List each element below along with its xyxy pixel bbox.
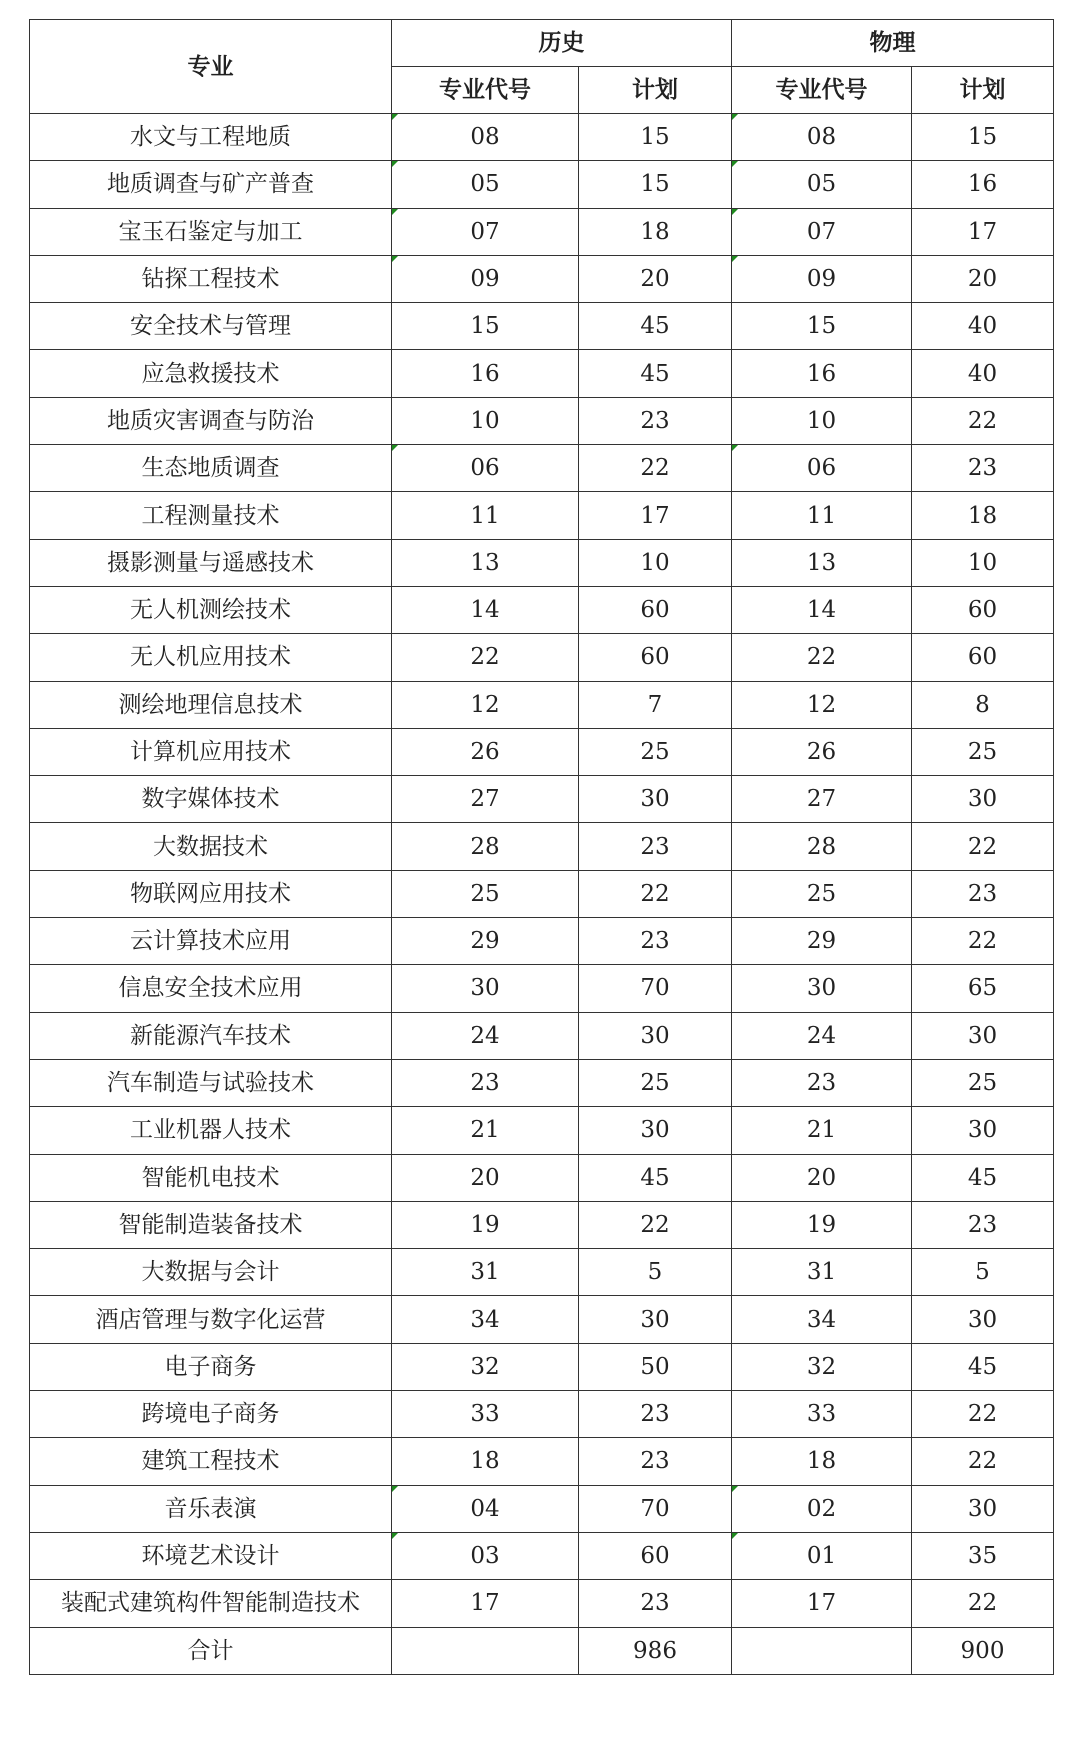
history-code-cell: 20 [392, 1154, 579, 1201]
table-row [30, 539, 1054, 586]
table-row [30, 350, 1054, 397]
major-cell: 智能机电技术 [30, 1154, 392, 1201]
history-code-cell: 34 [392, 1296, 579, 1343]
physics-code-cell: 22 [732, 634, 912, 681]
major-cell: 环境艺术设计 [30, 1532, 392, 1579]
history-plan-cell: 15 [579, 114, 732, 161]
history-plan-cell: 23 [579, 918, 732, 965]
history-plan-cell: 30 [579, 1107, 732, 1154]
history-code-cell: 30 [392, 965, 579, 1012]
physics-code-cell: 25 [732, 870, 912, 917]
table-row [30, 397, 1054, 444]
table-row [30, 1012, 1054, 1059]
total-row [30, 1627, 1054, 1674]
history-plan-cell: 25 [579, 728, 732, 775]
history-code-cell: 04 [392, 1485, 579, 1532]
physics-code-cell: 18 [732, 1438, 912, 1485]
major-cell: 新能源汽车技术 [30, 1012, 392, 1059]
physics-code-cell: 32 [732, 1343, 912, 1390]
major-cell: 测绘地理信息技术 [30, 681, 392, 728]
history-code-cell: 05 [392, 161, 579, 208]
physics-code-cell: 28 [732, 823, 912, 870]
table-row [30, 1201, 1054, 1248]
major-cell: 建筑工程技术 [30, 1438, 392, 1485]
major-cell: 应急救援技术 [30, 350, 392, 397]
total-history-code [392, 1627, 579, 1674]
physics-code-cell: 21 [732, 1107, 912, 1154]
total-history-plan: 986 [579, 1627, 732, 1674]
physics-plan-cell: 16 [912, 161, 1054, 208]
table-row [30, 1485, 1054, 1532]
history-plan-cell: 23 [579, 397, 732, 444]
physics-code-cell: 02 [732, 1485, 912, 1532]
history-plan-cell: 25 [579, 1059, 732, 1106]
history-code-cell: 23 [392, 1059, 579, 1106]
header-physics: 物理 [732, 20, 1054, 67]
physics-code-cell: 31 [732, 1249, 912, 1296]
major-cell: 地质调查与矿产普查 [30, 161, 392, 208]
history-code-cell: 17 [392, 1580, 579, 1627]
table-row [30, 681, 1054, 728]
physics-plan-cell: 35 [912, 1532, 1054, 1579]
history-plan-cell: 45 [579, 1154, 732, 1201]
physics-code-cell: 33 [732, 1391, 912, 1438]
history-code-cell: 27 [392, 776, 579, 823]
header-physics-code: 专业代号 [732, 67, 912, 114]
history-plan-cell: 17 [579, 492, 732, 539]
table-row [30, 1391, 1054, 1438]
physics-plan-cell: 22 [912, 397, 1054, 444]
physics-plan-cell: 23 [912, 445, 1054, 492]
history-plan-cell: 10 [579, 539, 732, 586]
physics-plan-cell: 65 [912, 965, 1054, 1012]
history-code-cell: 24 [392, 1012, 579, 1059]
major-cell: 宝玉石鉴定与加工 [30, 208, 392, 255]
history-code-cell: 19 [392, 1201, 579, 1248]
history-plan-cell: 5 [579, 1249, 732, 1296]
history-plan-cell: 23 [579, 1438, 732, 1485]
history-code-cell: 12 [392, 681, 579, 728]
enrollment-plan-table [29, 19, 1054, 1675]
history-code-cell: 10 [392, 397, 579, 444]
history-code-cell: 14 [392, 586, 579, 633]
physics-plan-cell: 60 [912, 586, 1054, 633]
physics-code-cell: 06 [732, 445, 912, 492]
history-code-cell: 33 [392, 1391, 579, 1438]
history-plan-cell: 22 [579, 870, 732, 917]
table-row [30, 1107, 1054, 1154]
history-plan-cell: 18 [579, 208, 732, 255]
header-physics-plan: 计划 [912, 67, 1054, 114]
table-row [30, 728, 1054, 775]
physics-plan-cell: 5 [912, 1249, 1054, 1296]
physics-code-cell: 16 [732, 350, 912, 397]
physics-plan-cell: 22 [912, 918, 1054, 965]
major-cell: 生态地质调查 [30, 445, 392, 492]
table-row [30, 492, 1054, 539]
history-code-cell: 25 [392, 870, 579, 917]
physics-plan-cell: 20 [912, 255, 1054, 302]
major-cell: 计算机应用技术 [30, 728, 392, 775]
table-row [30, 303, 1054, 350]
physics-code-cell: 19 [732, 1201, 912, 1248]
history-plan-cell: 70 [579, 965, 732, 1012]
header-major: 专业 [30, 20, 392, 114]
physics-plan-cell: 22 [912, 1580, 1054, 1627]
physics-code-cell: 15 [732, 303, 912, 350]
physics-code-cell: 17 [732, 1580, 912, 1627]
physics-code-cell: 08 [732, 114, 912, 161]
physics-plan-cell: 22 [912, 1391, 1054, 1438]
physics-plan-cell: 10 [912, 539, 1054, 586]
physics-plan-cell: 60 [912, 634, 1054, 681]
table-row [30, 161, 1054, 208]
physics-code-cell: 11 [732, 492, 912, 539]
table-row [30, 965, 1054, 1012]
history-code-cell: 09 [392, 255, 579, 302]
physics-plan-cell: 25 [912, 728, 1054, 775]
major-cell: 汽车制造与试验技术 [30, 1059, 392, 1106]
history-code-cell: 15 [392, 303, 579, 350]
history-plan-cell: 23 [579, 1391, 732, 1438]
physics-plan-cell: 30 [912, 1485, 1054, 1532]
table-body [30, 114, 1054, 1628]
major-cell: 工程测量技术 [30, 492, 392, 539]
history-code-cell: 03 [392, 1532, 579, 1579]
physics-plan-cell: 8 [912, 681, 1054, 728]
physics-code-cell: 01 [732, 1532, 912, 1579]
header-history-code: 专业代号 [392, 67, 579, 114]
history-plan-cell: 7 [579, 681, 732, 728]
physics-plan-cell: 45 [912, 1154, 1054, 1201]
table-row [30, 918, 1054, 965]
history-plan-cell: 23 [579, 1580, 732, 1627]
physics-code-cell: 10 [732, 397, 912, 444]
history-plan-cell: 60 [579, 1532, 732, 1579]
major-cell: 物联网应用技术 [30, 870, 392, 917]
table-row [30, 870, 1054, 917]
major-cell: 无人机应用技术 [30, 634, 392, 681]
major-cell: 跨境电子商务 [30, 1391, 392, 1438]
history-plan-cell: 23 [579, 823, 732, 870]
history-code-cell: 31 [392, 1249, 579, 1296]
physics-code-cell: 05 [732, 161, 912, 208]
major-cell: 安全技术与管理 [30, 303, 392, 350]
total-physics-code [732, 1627, 912, 1674]
physics-plan-cell: 30 [912, 1296, 1054, 1343]
physics-plan-cell: 40 [912, 303, 1054, 350]
major-cell: 水文与工程地质 [30, 114, 392, 161]
total-physics-plan: 900 [912, 1627, 1054, 1674]
physics-code-cell: 29 [732, 918, 912, 965]
major-cell: 装配式建筑构件智能制造技术 [30, 1580, 392, 1627]
table-row [30, 1296, 1054, 1343]
table-row [30, 586, 1054, 633]
table-row [30, 1249, 1054, 1296]
physics-plan-cell: 18 [912, 492, 1054, 539]
major-cell: 钻探工程技术 [30, 255, 392, 302]
physics-plan-cell: 15 [912, 114, 1054, 161]
history-plan-cell: 50 [579, 1343, 732, 1390]
physics-code-cell: 23 [732, 1059, 912, 1106]
major-cell: 大数据与会计 [30, 1249, 392, 1296]
physics-code-cell: 14 [732, 586, 912, 633]
table-row [30, 445, 1054, 492]
header-history: 历史 [392, 20, 732, 67]
history-plan-cell: 30 [579, 1296, 732, 1343]
physics-plan-cell: 22 [912, 1438, 1054, 1485]
table-row [30, 1059, 1054, 1106]
major-cell: 大数据技术 [30, 823, 392, 870]
table-row [30, 1343, 1054, 1390]
table-row [30, 823, 1054, 870]
physics-code-cell: 34 [732, 1296, 912, 1343]
physics-code-cell: 13 [732, 539, 912, 586]
history-code-cell: 22 [392, 634, 579, 681]
major-cell: 数字媒体技术 [30, 776, 392, 823]
physics-plan-cell: 23 [912, 1201, 1054, 1248]
physics-code-cell: 24 [732, 1012, 912, 1059]
physics-plan-cell: 30 [912, 1012, 1054, 1059]
history-plan-cell: 60 [579, 634, 732, 681]
major-cell: 酒店管理与数字化运营 [30, 1296, 392, 1343]
major-cell: 工业机器人技术 [30, 1107, 392, 1154]
table-row [30, 634, 1054, 681]
history-code-cell: 06 [392, 445, 579, 492]
major-cell: 云计算技术应用 [30, 918, 392, 965]
history-plan-cell: 45 [579, 350, 732, 397]
history-code-cell: 13 [392, 539, 579, 586]
history-plan-cell: 45 [579, 303, 732, 350]
history-code-cell: 07 [392, 208, 579, 255]
table-row [30, 1154, 1054, 1201]
history-code-cell: 28 [392, 823, 579, 870]
physics-plan-cell: 40 [912, 350, 1054, 397]
physics-plan-cell: 25 [912, 1059, 1054, 1106]
physics-plan-cell: 17 [912, 208, 1054, 255]
history-plan-cell: 22 [579, 445, 732, 492]
table-row [30, 114, 1054, 161]
major-cell: 信息安全技术应用 [30, 965, 392, 1012]
history-plan-cell: 15 [579, 161, 732, 208]
history-code-cell: 32 [392, 1343, 579, 1390]
history-plan-cell: 22 [579, 1201, 732, 1248]
history-code-cell: 16 [392, 350, 579, 397]
physics-plan-cell: 30 [912, 1107, 1054, 1154]
table-row [30, 776, 1054, 823]
major-cell: 无人机测绘技术 [30, 586, 392, 633]
table-row [30, 255, 1054, 302]
major-cell: 地质灾害调查与防治 [30, 397, 392, 444]
physics-code-cell: 09 [732, 255, 912, 302]
history-plan-cell: 70 [579, 1485, 732, 1532]
physics-code-cell: 26 [732, 728, 912, 775]
table-row [30, 1438, 1054, 1485]
history-plan-cell: 30 [579, 776, 732, 823]
table-row [30, 208, 1054, 255]
header-history-plan: 计划 [579, 67, 732, 114]
major-cell: 电子商务 [30, 1343, 392, 1390]
physics-code-cell: 30 [732, 965, 912, 1012]
physics-plan-cell: 30 [912, 776, 1054, 823]
table-row [30, 1532, 1054, 1579]
history-code-cell: 18 [392, 1438, 579, 1485]
physics-code-cell: 07 [732, 208, 912, 255]
table-row [30, 1580, 1054, 1627]
physics-plan-cell: 23 [912, 870, 1054, 917]
history-code-cell: 29 [392, 918, 579, 965]
physics-plan-cell: 22 [912, 823, 1054, 870]
major-cell: 音乐表演 [30, 1485, 392, 1532]
history-plan-cell: 30 [579, 1012, 732, 1059]
history-code-cell: 21 [392, 1107, 579, 1154]
physics-plan-cell: 45 [912, 1343, 1054, 1390]
physics-code-cell: 12 [732, 681, 912, 728]
history-plan-cell: 20 [579, 255, 732, 302]
physics-code-cell: 20 [732, 1154, 912, 1201]
history-code-cell: 08 [392, 114, 579, 161]
total-label: 合计 [30, 1627, 392, 1674]
physics-code-cell: 27 [732, 776, 912, 823]
history-code-cell: 26 [392, 728, 579, 775]
major-cell: 智能制造装备技术 [30, 1201, 392, 1248]
history-plan-cell: 60 [579, 586, 732, 633]
history-code-cell: 11 [392, 492, 579, 539]
major-cell: 摄影测量与遥感技术 [30, 539, 392, 586]
